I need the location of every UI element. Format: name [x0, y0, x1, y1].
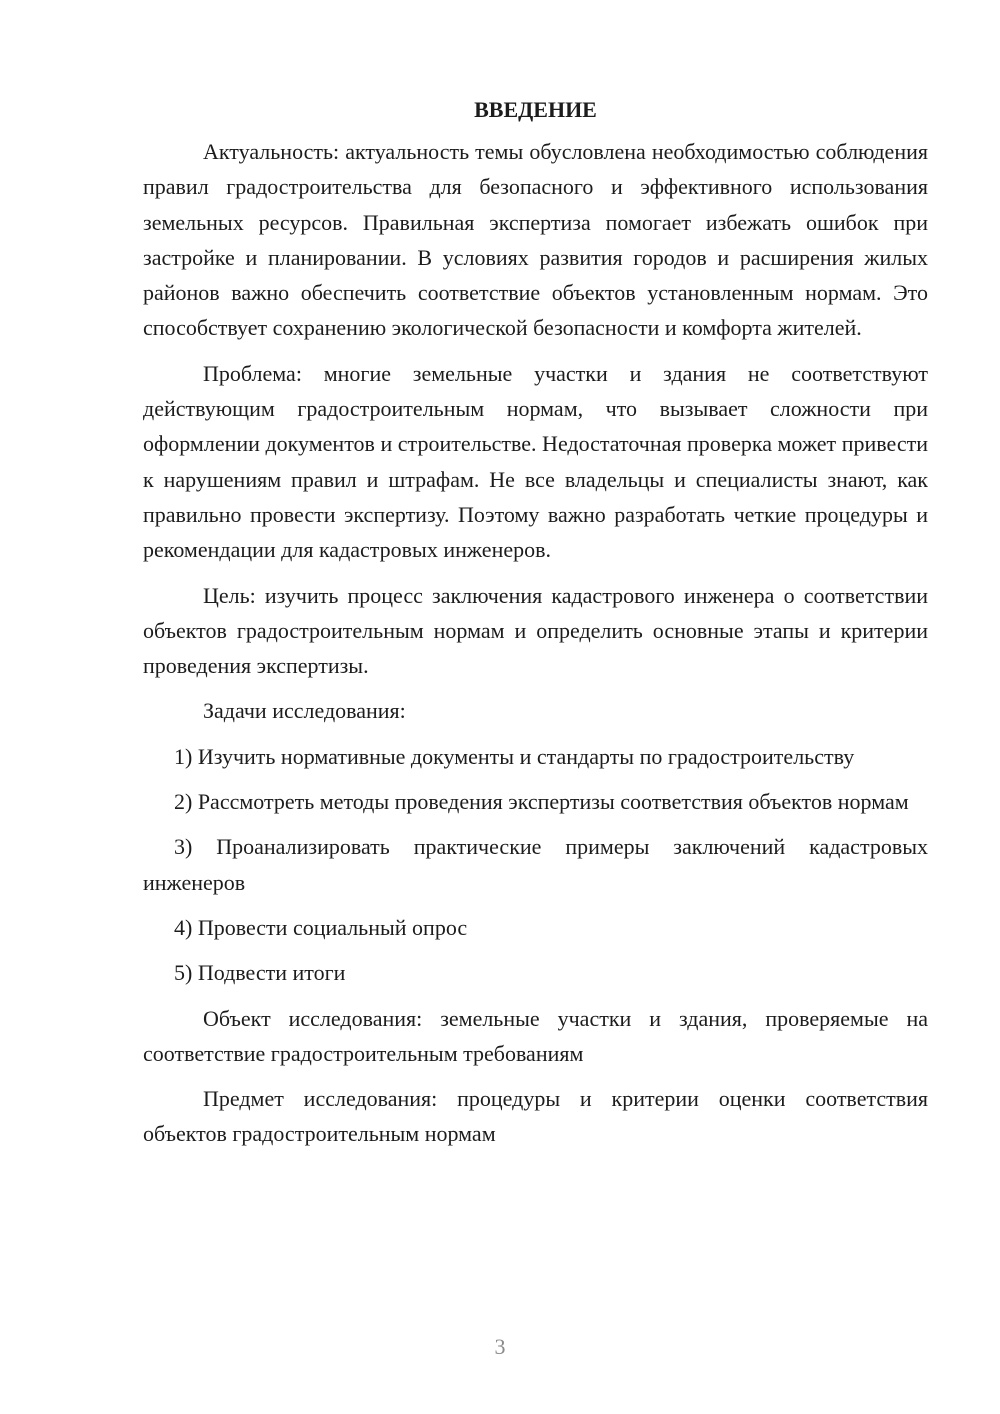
- task-item-2: 2) Рассмотреть методы проведения экспертизы соответствия объектов нормам: [174, 789, 909, 815]
- subject-paragraph: Предмет исследования: процедуры и критерии оценки соответствия объектов градостроительным нормам: [143, 1086, 928, 1147]
- goal-paragraph: Цель: изучить процесс заключения кадастрового инженера о соответствии объектов градостроительным нормам и определить основные этапы и критерии проведения экспертизы.: [143, 582, 928, 679]
- document-page: [143, 92, 928, 1162]
- task-item-5: 5) Подвести итоги: [174, 960, 346, 986]
- task-item-1: 1) Изучить нормативные документы и стандарты по градостроительству: [174, 743, 855, 769]
- problem-paragraph: Проблема: многие земельные участки и здания не соответствуют действующим градостроительным нормам, что вызывает сложности при оформлении документов и строительстве. Недостаточная проверка может привести к нарушениям правил и штрафам. Не все владельцы и специалисты знают, как правильно провести экспертизу. Поэтому важно разработать четкие процедуры и рекомендации для кадастровых инженеров.: [143, 360, 928, 563]
- page-number: 3: [494, 1334, 506, 1359]
- section-title: ВВЕДЕНИЕ: [474, 97, 597, 122]
- relevance-paragraph: Актуальность: актуальность темы обусловлена необходимостью соблюдения правил градостроительства для безопасного и эффективного использования земельных ресурсов. Правильная экспертиза помогает избежать ошибок при застройке и планировании. В условиях развития городов и расширения жилых районов важно обеспечить соответствие объектов установленным нормам. Это способствует сохранению экологической безопасности и комфорта жителей.: [143, 139, 928, 341]
- object-paragraph: Объект исследования: земельные участки и здания, проверяемые на соответствие градостроительным требованиям: [143, 1005, 928, 1066]
- tasks-heading: Задачи исследования:: [203, 698, 406, 724]
- task-item-4: 4) Провести социальный опрос: [174, 914, 468, 940]
- task-item-3: 3) Проанализировать практические примеры заключений кадастровых инженеров: [143, 834, 928, 895]
